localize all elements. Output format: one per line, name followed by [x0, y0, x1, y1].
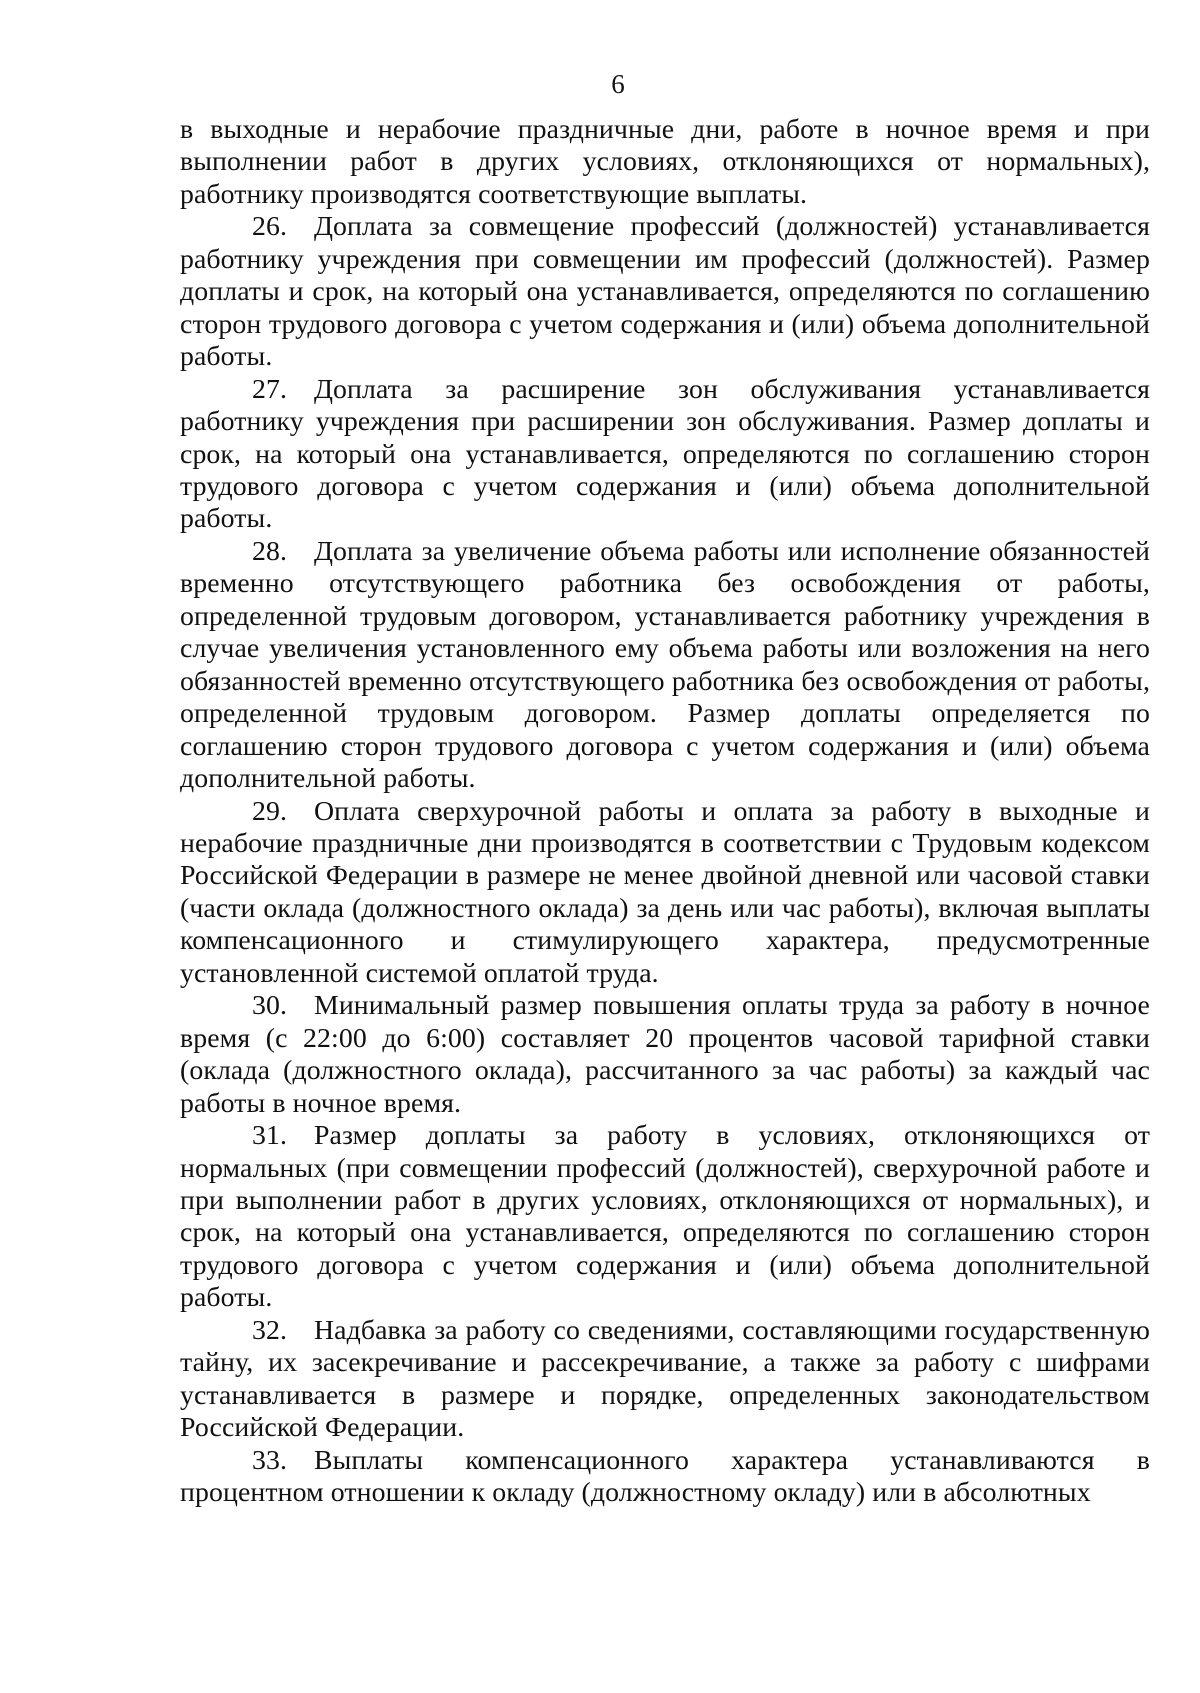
page-number: 6: [611, 69, 625, 99]
paragraph-text: Доплата за расширение зон обслуживания устанавливается работнику учреждения при расширении зон обслуживания. Размер доплаты и срок, на который она устанавливается, определяются по соглашению сторон трудового договора с учетом содержания и (или) объема дополнительной работы.: [180, 373, 1150, 535]
paragraph-33: [180, 1445, 1150, 1510]
paragraph-31: [180, 1120, 1150, 1315]
paragraph-text: Размер доплаты за работу в условиях, отклоняющихся от нормальных (при совмещении профессий (должностей), сверхурочной работе и при выполнении работ в других условиях, отклоняющихся от нормальных), и срок, на который она устанавливается, определяются по соглашению сторон трудового договора с учетом содержания и (или) объема дополнительной работы.: [180, 1120, 1150, 1314]
paragraph-32: [180, 1315, 1150, 1445]
paragraph-number: 32.: [252, 1314, 288, 1346]
paragraph-text: Оплата сверхурочной работы и оплата за работу в выходные и нерабочие праздничные дни производятся в соответствии с Трудовым кодексом Российской Федерации в размере не менее двойной дневной или часовой ставки (части оклада (должностного оклада) за день или час работы), включая выплаты компенсационного и стимулирующего характера, предусмотренные установленной системой оплатой труда.: [180, 795, 1150, 989]
paragraph-text: Минимальный размер повышения оплаты труда за работу в ночное время (с 22:00 до 6:00) составляет 20 процентов часовой тарифной ставки (оклада (должностного оклада), рассчитанного за час работы) за каждый час работы в ночное время.: [180, 990, 1150, 1119]
paragraph-number: 31.: [252, 1120, 288, 1152]
paragraph-30: [180, 990, 1150, 1120]
paragraph-number: 29.: [252, 795, 288, 827]
paragraph-text: Выплаты компенсационного характера устанавливаются в процентном отношении к окладу (должностному окладу) или в абсолютных: [180, 1444, 1150, 1509]
paragraph-29: [180, 796, 1150, 991]
continuation-paragraph: в выходные и нерабочие праздничные дни, работе в ночное время и при выполнении работ в других условиях, отклоняющихся от нормальных), работнику производятся соответствующие выплаты.: [180, 114, 1150, 210]
paragraph-27: [180, 374, 1150, 536]
paragraph-text: Надбавка за работу со сведениями, составляющими государственную тайну, их засекречивание и рассекречивание, а также за работу с шифрами устанавливается в размере и порядке, определенных законодательством Российской Федерации.: [180, 1314, 1150, 1444]
paragraph-number: 28.: [252, 535, 288, 567]
paragraph-28: [180, 536, 1150, 796]
paragraph-number: 33.: [252, 1444, 288, 1476]
paragraph-text: Доплата за совмещение профессий (должностей) устанавливается работнику учреждения при совмещении им профессий (должностей). Размер доплаты и срок, на который она устанавливается, определяются по соглашению сторон трудового договора с учетом содержания и (или) объема дополнительной работы.: [180, 211, 1150, 373]
paragraph-number: 26.: [252, 211, 288, 243]
paragraph-number: 30.: [252, 990, 288, 1022]
document-body: [180, 114, 1150, 1509]
paragraph-number: 27.: [252, 373, 288, 405]
paragraph-26: [180, 211, 1150, 373]
paragraph-text: Доплата за увеличение объема работы или исполнение обязанностей временно отсутствующего работника без освобождения от работы, определенной трудовым договором, устанавливается работнику учреждения в случае увеличения установленного ему объема работы или возложения на него обязанностей временно отсутствующего работника без освобождения от работы, определенной трудовым договором. Размер доплаты определяется по соглашению сторон трудового договора с учетом содержания и (или) объема дополнительной работы.: [180, 535, 1150, 795]
